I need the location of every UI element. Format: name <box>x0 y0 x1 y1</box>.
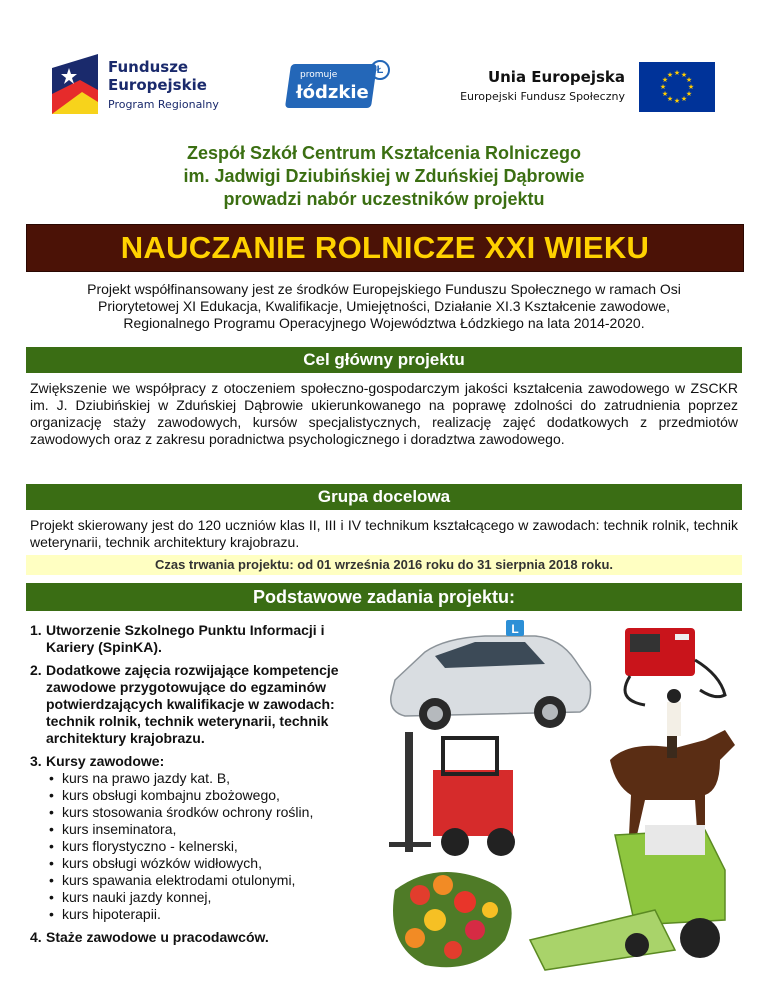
forklift-image <box>389 732 515 856</box>
course-item: • kurs hipoterapii. <box>46 906 370 923</box>
task-title: Dodatkowe zajęcia rozwijające kompetencje zawodowe przygotowujące do egzaminów potwierdzających kwalifikacje w zawodach: technik rolnik, technik weterynarii, technik architektury krajobrazu. <box>46 662 339 746</box>
eu-flag-icon <box>639 62 715 112</box>
intro-line3: Regionalnego Programu Operacyjnego Województwa Łódzkiego na lata 2014-2020. <box>123 315 645 331</box>
fe-line2: Europejskie <box>108 76 207 94</box>
logo-fundusze-europejskie <box>52 52 252 118</box>
svg-text:★: ★ <box>666 95 674 103</box>
courses-list <box>46 770 370 923</box>
svg-text:★: ★ <box>685 90 693 98</box>
task-number: 2. <box>30 662 42 678</box>
illustrations-collage <box>375 620 750 980</box>
svg-text:★: ★ <box>685 76 693 84</box>
svg-text:★: ★ <box>673 69 681 77</box>
task-item <box>30 622 370 656</box>
school-line2: im. Jadwigi Dziubińskiej w Zduńskiej Dąbrowie <box>183 166 585 186</box>
course-item: • kurs na prawo jazdy kat. B, <box>46 770 370 787</box>
ue-line2: Europejski Fundusz Społeczny <box>460 90 625 103</box>
task-title: Kursy zawodowe: <box>46 753 165 769</box>
logo-promuje-lodzkie <box>288 60 392 110</box>
goal-heading: Cel główny projektu <box>26 347 742 373</box>
svg-text:★: ★ <box>666 71 674 79</box>
tasks-heading: Podstawowe zadania projektu: <box>26 583 742 611</box>
lodz-line1: promuje <box>300 70 338 80</box>
svg-text:★: ★ <box>659 83 667 91</box>
task-number: 1. <box>30 622 42 638</box>
tasks-list <box>30 622 370 952</box>
target-text: Projekt skierowany jest do 120 uczniów klas II, III i IV technikum kształcącego w zawodach: technik rolnik, technik weterynarii, technik architektury krajobrazu. <box>30 517 738 550</box>
svg-text:★: ★ <box>687 83 695 91</box>
school-heading <box>0 142 768 211</box>
goal-text: Zwiększenie we współpracy z otoczeniem społeczno-gospodarczym jakości kształcenia zawodowego w ZSCKR im. J. Dziubińskiej w Zduńskiej Dąbrowie ukierunkowanego na poprawę zdolności do zatrudnienia poprzez organizację staży zawodowych, kursów specjalistycznych, realizację zajęć dodatkowych z przedmiotów zawodowych oraz z zakresu poradnictwa psychologicznego i doradztwa zawodowego. <box>30 380 738 447</box>
car-image <box>391 620 591 730</box>
school-line1: Zespół Szkół Centrum Kształcenia Rolniczego <box>186 143 582 163</box>
task-number: 4. <box>30 929 42 945</box>
course-item: • kurs stosowania środków ochrony roślin, <box>46 804 370 821</box>
course-item: • kurs nauki jazdy konnej, <box>46 889 370 906</box>
task-number: 3. <box>30 753 42 769</box>
fe-line3: Program Regionalny <box>108 98 219 111</box>
task-item <box>30 753 370 923</box>
combine-harvester-image <box>530 825 725 970</box>
project-period: Czas trwania projektu: od 01 września 2016 roku do 31 sierpnia 2018 roku. <box>26 555 742 575</box>
svg-text:★: ★ <box>680 71 688 79</box>
intro-line2: Priorytetowej XI Edukacja, Kwalifikacje, Umiejętności, Działanie XI.3 Kształcenie zawodowe, <box>98 298 670 314</box>
flowers-bouquet-image <box>393 872 512 967</box>
fe-flag-icon <box>52 54 98 114</box>
task-item <box>30 662 370 747</box>
fe-line1: Fundusze <box>108 58 189 76</box>
intro-line1: Projekt współfinansowany jest ze środków Europejskiego Funduszu Społecznego w ramach Osi <box>87 281 681 297</box>
svg-text:★: ★ <box>661 90 669 98</box>
course-item: • kurs obsługi kombajnu zbożowego, <box>46 787 370 804</box>
lodz-mark-icon: Ł <box>370 60 390 80</box>
school-line3: prowadzi nabór uczestników projektu <box>223 189 545 209</box>
car-l-sign: L <box>511 622 519 636</box>
svg-text:★: ★ <box>661 76 669 84</box>
course-item: • kurs inseminatora, <box>46 821 370 838</box>
logo-unia-europejska <box>444 62 719 112</box>
ue-line1: Unia Europejska <box>487 68 625 86</box>
svg-text:★: ★ <box>673 97 681 105</box>
course-item: • kurs obsługi wózków widłowych, <box>46 855 370 872</box>
task-title: Utworzenie Szkolnego Punktu Informacji i Kariery (SpinKA). <box>46 622 325 655</box>
task-title: Staże zawodowe u pracodawców. <box>46 929 269 945</box>
intro-paragraph <box>26 281 742 332</box>
task-item <box>30 929 370 946</box>
horse-rider-image <box>610 689 735 835</box>
project-title-banner: NAUCZANIE ROLNICZE XXI WIEKU <box>26 224 744 272</box>
svg-text:★: ★ <box>680 95 688 103</box>
course-item: • kurs florystyczno - kelnerski, <box>46 838 370 855</box>
target-heading: Grupa docelowa <box>26 484 742 510</box>
lodz-line2: łódzkie <box>296 82 369 103</box>
course-item: • kurs spawania elektrodami otulonymi, <box>46 872 370 889</box>
